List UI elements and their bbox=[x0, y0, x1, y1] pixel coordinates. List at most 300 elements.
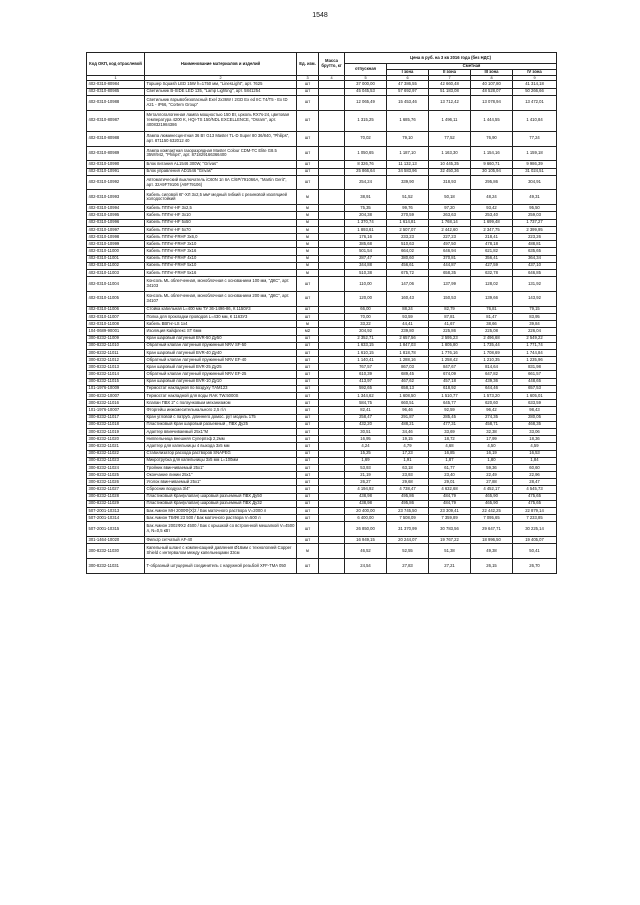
item-weight bbox=[319, 328, 345, 335]
header-price-group: Цена в руб. на 3 кв 2016 года (без НДС) bbox=[345, 53, 557, 64]
price-zone-3: 465,90 bbox=[471, 500, 513, 507]
table-row bbox=[87, 400, 557, 407]
table-row bbox=[87, 436, 557, 443]
item-code: 300-8232-11027 bbox=[87, 486, 145, 493]
price-zone-3: 13 078,94 bbox=[471, 95, 513, 110]
price-zone-1: 11 132,13 bbox=[387, 161, 429, 168]
item-name: Кабель ППГнг-HF 3х10 bbox=[145, 212, 297, 219]
price-release: 20 400,00 bbox=[345, 508, 387, 515]
item-weight bbox=[319, 234, 345, 241]
item-code: 300-8232-11025 bbox=[87, 472, 145, 479]
price-zone-1: 160,43 bbox=[387, 291, 429, 306]
price-zone-4: 16,53 bbox=[513, 450, 557, 457]
table-row bbox=[87, 175, 557, 190]
price-release: 37 000,00 bbox=[345, 81, 387, 88]
price-zone-3: 4 452,17 bbox=[471, 486, 513, 493]
price-zone-3: 76,90 bbox=[471, 131, 513, 146]
price-zone-1: 495,86 bbox=[387, 493, 429, 500]
price-release: 501,54 bbox=[345, 248, 387, 255]
item-weight bbox=[319, 255, 345, 262]
price-zone-2: 29,01 bbox=[429, 479, 471, 486]
price-zone-3: 96,42 bbox=[471, 407, 513, 414]
item-name: Полка для прокладки проводов L=430 мм, К 1163У3 bbox=[145, 313, 297, 320]
item-name: Капельный шланг с компенсацией давления Ø16мм с технологией Copper Shield с интервалом между капельницами 33см bbox=[145, 544, 297, 559]
item-unit: м bbox=[297, 544, 319, 559]
item-name: Консоль ML облегченная, моноблочная с основанием 100 мм, "ДКС", арт. 34103 bbox=[145, 277, 297, 292]
price-zone-1: 147,06 bbox=[387, 277, 429, 292]
column-number: 5 bbox=[345, 76, 387, 81]
price-zone-1: 52,55 bbox=[387, 544, 429, 559]
price-zone-4: 2 399,95 bbox=[513, 226, 557, 233]
item-weight bbox=[319, 428, 345, 435]
table-row bbox=[87, 414, 557, 421]
price-release: 26 850,00 bbox=[345, 522, 387, 537]
item-weight bbox=[319, 364, 345, 371]
item-unit: шт bbox=[297, 522, 319, 537]
item-code: 300-8232-11029 bbox=[87, 500, 145, 507]
price-zone-3: 632,78 bbox=[471, 269, 513, 276]
table-row bbox=[87, 81, 557, 88]
header-unit: Ед. изм. bbox=[297, 53, 319, 76]
price-release: 438,98 bbox=[345, 493, 387, 500]
price-zone-2: 33,69 bbox=[429, 428, 471, 435]
price-release: 592,65 bbox=[345, 385, 387, 392]
price-zone-2: 19 767,22 bbox=[429, 537, 471, 544]
item-code: 300-8232-11022 bbox=[87, 450, 145, 457]
price-zone-2: 51 183,08 bbox=[429, 88, 471, 95]
item-name: Блок питания AL1546 300W, "Grivas" bbox=[145, 161, 297, 168]
item-weight bbox=[319, 414, 345, 421]
price-release: 24,54 bbox=[345, 559, 387, 574]
item-code: 300-8232-11012 bbox=[87, 357, 145, 364]
price-zone-3: 458,71 bbox=[471, 421, 513, 428]
price-zone-1: 31 370,99 bbox=[387, 522, 429, 537]
price-zone-4: 22 879,14 bbox=[513, 508, 557, 515]
price-zone-3: 439,36 bbox=[471, 378, 513, 385]
table-row bbox=[87, 226, 557, 233]
table-row bbox=[87, 500, 557, 507]
price-zone-2: 23,40 bbox=[429, 472, 471, 479]
item-name: Термостат накладной по воздуху ТАМ123 bbox=[145, 385, 297, 392]
table-row bbox=[87, 450, 557, 457]
item-unit: шт bbox=[297, 291, 319, 306]
price-zone-2: 370,81 bbox=[429, 255, 471, 262]
table-row bbox=[87, 371, 557, 378]
price-zone-1: 1 847,03 bbox=[387, 342, 429, 349]
price-release: 287,47 bbox=[345, 255, 387, 262]
price-zone-3: 253,40 bbox=[471, 212, 513, 219]
table-row bbox=[87, 443, 557, 450]
price-zone-2: 285,45 bbox=[429, 414, 471, 421]
item-name: Бак Амион 2002ФХ2 4500 / Бак с крышкой со встроенной мешалкой V=4500 л, N=0,5 кВт bbox=[145, 522, 297, 537]
table-row bbox=[87, 321, 557, 328]
item-unit: шт bbox=[297, 306, 319, 313]
price-zone-1: 27,83 bbox=[387, 559, 429, 574]
item-code: 300-8232-11016 bbox=[87, 400, 145, 407]
item-weight bbox=[319, 357, 345, 364]
price-zone-2: 77,52 bbox=[429, 131, 471, 146]
price-zone-3: 465,90 bbox=[471, 493, 513, 500]
price-release: 204,92 bbox=[345, 328, 387, 335]
price-zone-1: 34 583,96 bbox=[387, 168, 429, 175]
table-header bbox=[87, 53, 557, 81]
item-name: Стабилизатор расхода растворов SNAPEG bbox=[145, 450, 297, 457]
price-zone-2: 497,50 bbox=[429, 241, 471, 248]
price-release: 1 140,41 bbox=[345, 357, 387, 364]
price-zone-1: 239,80 bbox=[387, 328, 429, 335]
price-zone-3: 29 647,71 bbox=[471, 522, 513, 537]
item-weight bbox=[319, 88, 345, 95]
item-name: Окончание линии 25х1" bbox=[145, 472, 297, 479]
price-zone-1: 4 738,47 bbox=[387, 486, 429, 493]
price-zone-3: 9 660,71 bbox=[471, 161, 513, 168]
header-zone-1: I зона bbox=[387, 70, 429, 76]
price-zone-3: 16,19 bbox=[471, 450, 513, 457]
price-zone-1: 1 288,16 bbox=[387, 357, 429, 364]
price-zone-3: 139,66 bbox=[471, 291, 513, 306]
price-zone-1: 57 692,97 bbox=[387, 88, 429, 95]
item-unit: шт bbox=[297, 342, 319, 349]
price-zone-2: 137,99 bbox=[429, 277, 471, 292]
price-zone-3: 40 107,80 bbox=[471, 81, 513, 88]
table-row bbox=[87, 544, 557, 559]
item-name: Кабель ППГнг-FRHF 5х16 bbox=[145, 269, 297, 276]
item-weight bbox=[319, 407, 345, 414]
item-name: Кабель ППГнг-FRHF 5х10 bbox=[145, 262, 297, 269]
price-release: 344,88 bbox=[345, 262, 387, 269]
item-name: Кран шаровый латунный BVR-10 Ду10 bbox=[145, 378, 297, 385]
item-code: 402-0310-10991 bbox=[87, 168, 145, 175]
item-unit: шт bbox=[297, 493, 319, 500]
table-row bbox=[87, 313, 557, 320]
item-code: 300-8232-11031 bbox=[87, 559, 145, 574]
item-unit: м bbox=[297, 190, 319, 205]
price-zone-2: 150,53 bbox=[429, 291, 471, 306]
price-zone-3: 1 210,35 bbox=[471, 357, 513, 364]
item-weight bbox=[319, 219, 345, 226]
price-zone-3: 22 442,25 bbox=[471, 508, 513, 515]
price-zone-2: 10 445,35 bbox=[429, 161, 471, 168]
item-weight bbox=[319, 508, 345, 515]
item-unit: шт bbox=[297, 168, 319, 175]
price-zone-2: 4 632,68 bbox=[429, 486, 471, 493]
item-unit: шт bbox=[297, 335, 319, 342]
table-row bbox=[87, 349, 557, 356]
price-zone-2: 658,35 bbox=[429, 269, 471, 276]
item-unit: шт bbox=[297, 393, 319, 400]
item-weight bbox=[319, 306, 345, 313]
item-weight bbox=[319, 110, 345, 131]
price-zone-3: 218,41 bbox=[471, 234, 513, 241]
item-unit: шт bbox=[297, 428, 319, 435]
table-row bbox=[87, 457, 557, 464]
item-weight bbox=[319, 291, 345, 306]
item-code: 300-8232-11010 bbox=[87, 342, 145, 349]
price-zone-4: 646,85 bbox=[513, 269, 557, 276]
item-weight bbox=[319, 205, 345, 212]
price-zone-3: 22,49 bbox=[471, 472, 513, 479]
price-release: 45 045,53 bbox=[345, 88, 387, 95]
item-weight bbox=[319, 450, 345, 457]
item-code: 300-8232-11011 bbox=[87, 349, 145, 356]
item-weight bbox=[319, 393, 345, 400]
price-zone-1: 488,21 bbox=[387, 421, 429, 428]
price-zone-4: 304,91 bbox=[513, 175, 557, 190]
item-weight bbox=[319, 515, 345, 522]
price-zone-2: 1 510,77 bbox=[429, 393, 471, 400]
price-zone-2: 645,77 bbox=[429, 400, 471, 407]
price-release: 2 352,71 bbox=[345, 335, 387, 342]
item-weight bbox=[319, 226, 345, 233]
item-unit: шт bbox=[297, 81, 319, 88]
price-zone-2: 4,68 bbox=[429, 443, 471, 450]
item-name: Ниппельница внешняя Суперпэф 2,2мм bbox=[145, 436, 297, 443]
price-zone-3: 26,15 bbox=[471, 559, 513, 574]
table-row bbox=[87, 219, 557, 226]
table-row bbox=[87, 205, 557, 212]
price-zone-3: 48,24 bbox=[471, 190, 513, 205]
item-weight bbox=[319, 443, 345, 450]
table-row bbox=[87, 335, 557, 342]
item-unit: шт bbox=[297, 515, 319, 522]
price-zone-4: 364,34 bbox=[513, 255, 557, 262]
price-zone-2: 1,87 bbox=[429, 457, 471, 464]
price-zone-1: 4,79 bbox=[387, 443, 429, 450]
item-name: Обратный клапан латунный пружинный NRV EF-25 bbox=[145, 371, 297, 378]
table-row bbox=[87, 493, 557, 500]
price-zone-4: 468,35 bbox=[513, 421, 557, 428]
header-estimate-price: Сметная bbox=[387, 64, 557, 70]
price-zone-4: 4 545,73 bbox=[513, 486, 557, 493]
item-code: 402-0310-80987 bbox=[87, 110, 145, 131]
item-code: 402-0310-11003 bbox=[87, 269, 145, 276]
item-code: 101-1976-10007 bbox=[87, 407, 145, 414]
price-zone-2: 618,92 bbox=[429, 385, 471, 392]
column-number: 3 bbox=[297, 76, 319, 81]
price-zone-1: 44,41 bbox=[387, 321, 429, 328]
price-zone-2: 2 595,23 bbox=[429, 335, 471, 342]
price-zone-1: 47 386,55 bbox=[387, 81, 429, 88]
price-zone-2: 477,31 bbox=[429, 421, 471, 428]
item-code: 402-0310-11004 bbox=[87, 277, 145, 292]
item-unit: шт bbox=[297, 277, 319, 292]
item-name: Кабель ППГнг-HF 5х70 bbox=[145, 226, 297, 233]
item-unit: м bbox=[297, 248, 319, 255]
item-name: Кабель ППГнг-FRHF 3х6,0 bbox=[145, 234, 297, 241]
price-zone-4: 41 314,18 bbox=[513, 81, 557, 88]
column-number: 4 bbox=[319, 76, 345, 81]
price-zone-1: 495,86 bbox=[387, 500, 429, 507]
column-number: 8 bbox=[471, 76, 513, 81]
table-row bbox=[87, 342, 557, 349]
price-zone-1: 1 614,81 bbox=[387, 219, 429, 226]
item-unit: м bbox=[297, 269, 319, 276]
price-zone-3: 1,80 bbox=[471, 457, 513, 464]
item-name: Кран шаровый латунный BVR-40 Ду40 bbox=[145, 349, 297, 356]
price-zone-2: 263,63 bbox=[429, 212, 471, 219]
price-zone-1: 658,13 bbox=[387, 385, 429, 392]
price-zone-4: 30 225,14 bbox=[513, 522, 557, 537]
item-name: Кран угловой с патруб. длиннего домос. рут модель 175 bbox=[145, 414, 297, 421]
item-name: Кабель ППГнг-FRHF 3х16 bbox=[145, 248, 297, 255]
item-name: Микротрубка для капельницы 3х5 мм L=100мм bbox=[145, 457, 297, 464]
item-name: Светильник взрывобезопасный Exel 2x36W I 2GD Ex ed IIC T4/T5 - Ex tD A21 - IP66, "Cortem Group" bbox=[145, 95, 297, 110]
price-zone-3: 59,36 bbox=[471, 464, 513, 471]
item-name: Бак Амион ТБФК 23 500 / Бак маточного раствора V=500 л bbox=[145, 515, 297, 522]
price-release: 610,39 bbox=[345, 371, 387, 378]
price-zone-4: 9 986,39 bbox=[513, 161, 557, 168]
item-weight bbox=[319, 486, 345, 493]
table-row bbox=[87, 146, 557, 161]
item-unit: шт bbox=[297, 414, 319, 421]
item-weight bbox=[319, 457, 345, 464]
item-code: 402-0310-11000 bbox=[87, 248, 145, 255]
item-code: 402-0310-11005 bbox=[87, 291, 145, 306]
item-name: Кабель ППГнг-HF 5х50 bbox=[145, 219, 297, 226]
column-number: 2 bbox=[145, 76, 297, 81]
price-zone-1: 96,46 bbox=[387, 407, 429, 414]
item-code: 300-8232-11020 bbox=[87, 436, 145, 443]
price-zone-4: 1 737,27 bbox=[513, 219, 557, 226]
price-release: 1 610,15 bbox=[345, 349, 387, 356]
price-zone-3: 1 699,48 bbox=[471, 219, 513, 226]
item-unit: шт bbox=[297, 479, 319, 486]
item-weight bbox=[319, 436, 345, 443]
price-zone-3: 1 573,20 bbox=[471, 393, 513, 400]
table-row bbox=[87, 428, 557, 435]
price-zone-1: 689,45 bbox=[387, 371, 429, 378]
item-name: Металлогалогенная лампа мощностью 150 Вт, цоколь RX7s-24, цветовая температура 4200 K, HQI-TS 150/NDL EXCELLENCE, "Osram", арт. 4008321984386 bbox=[145, 110, 297, 131]
price-zone-1: 339,90 bbox=[387, 175, 429, 190]
price-release: 1 633,15 bbox=[345, 342, 387, 349]
item-name: Кабель силовой КГ-ХЛ 3х2,5 мм² медный гибкий с резиновой изоляцией холодостойкий bbox=[145, 190, 297, 205]
price-zone-1: 664,02 bbox=[387, 248, 429, 255]
item-weight bbox=[319, 131, 345, 146]
price-zone-4: 280,05 bbox=[513, 414, 557, 421]
price-zone-1: 19,15 bbox=[387, 436, 429, 443]
item-code: 300-8232-11028 bbox=[87, 493, 145, 500]
item-weight bbox=[319, 479, 345, 486]
table-row bbox=[87, 306, 557, 313]
price-zone-2: 1 776,16 bbox=[429, 349, 471, 356]
price-zone-2: 7 359,89 bbox=[429, 515, 471, 522]
item-weight bbox=[319, 537, 345, 544]
item-unit: шт bbox=[297, 400, 319, 407]
price-zone-4: 83,95 bbox=[513, 313, 557, 320]
price-zone-4: 18,36 bbox=[513, 436, 557, 443]
price-zone-4: 79,15 bbox=[513, 306, 557, 313]
item-unit: шт bbox=[297, 385, 319, 392]
price-release: 1 893,61 bbox=[345, 226, 387, 233]
item-unit: шт bbox=[297, 357, 319, 364]
price-zone-3: 621,82 bbox=[471, 248, 513, 255]
item-unit: шт bbox=[297, 407, 319, 414]
table-row bbox=[87, 421, 557, 428]
price-release: 120,00 bbox=[345, 291, 387, 306]
price-zone-2: 97,20 bbox=[429, 205, 471, 212]
price-zone-3: 644,46 bbox=[471, 385, 513, 392]
price-zone-4: 13 472,01 bbox=[513, 95, 557, 110]
item-code: 402-0310-10996 bbox=[87, 219, 145, 226]
price-zone-4: 633,59 bbox=[513, 400, 557, 407]
price-zone-1: 23,93 bbox=[387, 472, 429, 479]
item-unit: м bbox=[297, 262, 319, 269]
table-row bbox=[87, 537, 557, 544]
price-zone-2: 1 496,11 bbox=[429, 110, 471, 131]
item-code: 402-0310-80985 bbox=[87, 88, 145, 95]
item-weight bbox=[319, 378, 345, 385]
item-name: Пластиковый Кран(клапан) шаровый разъемный ПВХ Ду50 bbox=[145, 493, 297, 500]
item-weight bbox=[319, 212, 345, 219]
price-zone-1: 99,76 bbox=[387, 205, 429, 212]
item-code: 402-0310-10993 bbox=[87, 190, 145, 205]
price-zone-1: 63,18 bbox=[387, 464, 429, 471]
item-code: 300-8232-11018 bbox=[87, 421, 145, 428]
item-unit: шт bbox=[297, 146, 319, 161]
price-zone-4: 31 024,51 bbox=[513, 168, 557, 175]
item-code: 402-0310-10995 bbox=[87, 212, 145, 219]
item-code: 507-2001-10313 bbox=[87, 508, 145, 515]
price-zone-4: 657,53 bbox=[513, 385, 557, 392]
price-release: 510,38 bbox=[345, 269, 387, 276]
price-release: 385,68 bbox=[345, 241, 387, 248]
price-zone-4: 661,57 bbox=[513, 371, 557, 378]
price-zone-4: 1 605,01 bbox=[513, 393, 557, 400]
item-name: Блок управления AD1546 "Grivas" bbox=[145, 168, 297, 175]
price-zone-2: 16,85 bbox=[429, 450, 471, 457]
item-code: 104-0689-90001 bbox=[87, 328, 145, 335]
table-row bbox=[87, 407, 557, 414]
price-release: 254,24 bbox=[345, 175, 387, 190]
item-unit: шт bbox=[297, 559, 319, 574]
item-weight bbox=[319, 95, 345, 110]
item-unit: м bbox=[297, 226, 319, 233]
price-zone-1: 1 187,10 bbox=[387, 146, 429, 161]
price-zone-2: 23 309,41 bbox=[429, 508, 471, 515]
item-code: 402-0310-10988 bbox=[87, 95, 145, 110]
price-release: 1 050,65 bbox=[345, 146, 387, 161]
table-row bbox=[87, 291, 557, 306]
item-weight bbox=[319, 81, 345, 88]
price-release: 16 949,15 bbox=[345, 537, 387, 544]
item-name: Клапан ПВХ 2" с ползунковым механизмом bbox=[145, 400, 297, 407]
price-release: 12 065,49 bbox=[345, 95, 387, 110]
item-name: Фильтр сетчатый AF-40 bbox=[145, 537, 297, 544]
item-unit: шт bbox=[297, 378, 319, 385]
item-name: Кабель ВВГнг-LS 1х4 bbox=[145, 321, 297, 328]
price-zone-3: 2 496,68 bbox=[471, 335, 513, 342]
column-number: 7 bbox=[429, 76, 471, 81]
price-zone-3: 7 095,65 bbox=[471, 515, 513, 522]
item-name: Обратный клапан латунный пружинный NRV SF-50 bbox=[145, 342, 297, 349]
item-code: 300-8232-10007 bbox=[87, 393, 145, 400]
price-zone-2: 2 442,60 bbox=[429, 226, 471, 233]
price-release: 70,02 bbox=[345, 131, 387, 146]
item-weight bbox=[319, 493, 345, 500]
price-table-container bbox=[86, 52, 556, 574]
price-zone-4: 2 549,22 bbox=[513, 335, 557, 342]
price-release: 1 344,62 bbox=[345, 393, 387, 400]
item-code: 402-0310-11006 bbox=[87, 306, 145, 313]
price-release: 176,16 bbox=[345, 234, 387, 241]
item-unit: шт bbox=[297, 508, 319, 515]
price-zone-2: 32 450,36 bbox=[429, 168, 471, 175]
price-zone-4: 475,65 bbox=[513, 493, 557, 500]
price-zone-1: 51,52 bbox=[387, 190, 429, 205]
item-name: Фторгейш инжсмесительнального 2,5 г/л bbox=[145, 407, 297, 414]
price-zone-2: 1 768,14 bbox=[429, 219, 471, 226]
price-release: 413,97 bbox=[345, 378, 387, 385]
